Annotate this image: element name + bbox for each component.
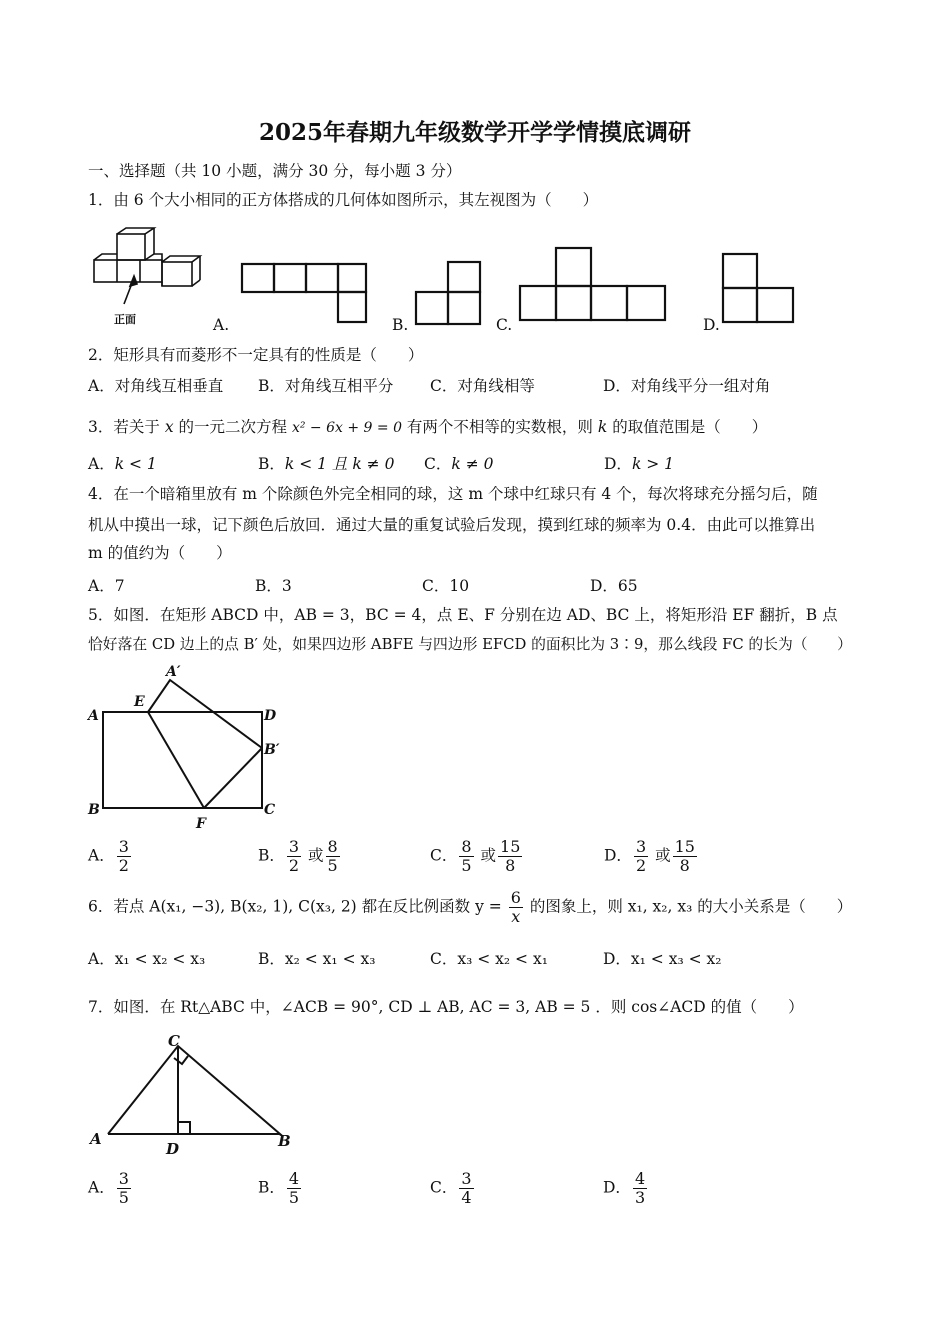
q4-line-2: 机从中摸出一球，记下颜色后放回．通过大量的重复试验后发现，摸到红球的频率为 0.4．由此可以推算出 bbox=[88, 516, 816, 534]
q2-option-b: B．对角线互相平分 bbox=[258, 377, 394, 395]
q7-option-c: C． $\frac{3}{4}$ bbox=[430, 1169, 472, 1207]
front-view-label: 正面 bbox=[114, 313, 136, 326]
q1-option-d-figure bbox=[721, 252, 797, 326]
q5-label-b-prime: B′ bbox=[264, 742, 280, 758]
q7-stem: 7．如图．在 Rt△ABC 中，∠ACB = 90°, CD ⊥ AB, AC = 3, AB = 5 ．则 cos∠ACD 的值（ ） bbox=[88, 998, 804, 1016]
q4-option-c: C．10 bbox=[422, 577, 470, 595]
q5-option-b: B． $\frac{3}{2}$ 或 $\frac{8}{5}$ bbox=[258, 837, 338, 875]
q3-option-a: A．k < 1 bbox=[88, 455, 157, 473]
q6-option-a: A．x₁ < x₂ < x₃ bbox=[88, 950, 206, 968]
q3-stem-d: 的取值范围是（ ） bbox=[612, 418, 768, 436]
q5-rectangle-figure bbox=[86, 662, 286, 832]
q1-stem: 1．由 6 个大小相同的正方体搭成的几何体如图所示，其左视图为（ ） bbox=[88, 191, 599, 209]
q4-line-3: m 的值约为（ ） bbox=[88, 544, 232, 562]
q1-option-a-figure bbox=[240, 262, 370, 324]
q3-stem bbox=[88, 416, 767, 439]
q7-label-b: B bbox=[278, 1132, 291, 1150]
q7-label-a: A bbox=[90, 1130, 102, 1148]
q6-stem-a: 6．若点 A(x₁, −3), B(x₂, 1), C(x₃, 2) 都在反比例函数 y = bbox=[88, 897, 502, 916]
q7-option-b: B． $\frac{4}{5}$ bbox=[258, 1169, 300, 1207]
q1-option-c-figure bbox=[518, 246, 668, 324]
q7-triangle-figure bbox=[88, 1030, 303, 1156]
q6-fraction: $\frac{6}{x}$ bbox=[510, 888, 521, 926]
q4-option-d: D．65 bbox=[590, 577, 638, 595]
q3-var-k: k bbox=[597, 418, 608, 436]
q5-label-e: E bbox=[134, 694, 145, 710]
q1-option-b-label: B. bbox=[392, 316, 409, 334]
q3-stem-b: 的一元二次方程 bbox=[178, 418, 288, 436]
q3-option-c: C．k ≠ 0 bbox=[424, 455, 494, 473]
q7-option-d: D． $\frac{4}{3}$ bbox=[603, 1169, 646, 1207]
q6-option-c: C．x₃ < x₂ < x₁ bbox=[430, 950, 548, 968]
q5-label-f: F bbox=[196, 816, 206, 832]
q5-label-d: D bbox=[264, 708, 277, 724]
q2-option-a: A．对角线互相垂直 bbox=[88, 377, 224, 395]
q6-option-d: D．x₁ < x₃ < x₂ bbox=[603, 950, 722, 968]
q6-stem-b: 的图象上，则 x₁, x₂, x₃ 的大小关系是（ ） bbox=[529, 897, 853, 916]
q1-option-d-label: D. bbox=[703, 316, 720, 334]
q5-label-b: B bbox=[88, 802, 100, 818]
q1-solid-figure bbox=[92, 226, 207, 326]
q5-label-c: C bbox=[264, 802, 276, 818]
q7-option-a: A． $\frac{3}{5}$ bbox=[88, 1169, 129, 1207]
q3-var-x: x bbox=[164, 418, 174, 436]
q1-option-b-figure bbox=[414, 260, 484, 326]
q5-label-a-prime: A′ bbox=[166, 664, 181, 680]
q4-option-b: B．3 bbox=[255, 577, 292, 595]
q4-option-a: A．7 bbox=[88, 577, 125, 595]
q7-label-c: C bbox=[168, 1032, 180, 1050]
q1-option-c-label: C. bbox=[496, 316, 513, 334]
q6-option-b: B．x₂ < x₁ < x₃ bbox=[258, 950, 376, 968]
q2-option-c: C．对角线相等 bbox=[430, 377, 535, 395]
q1-option-a-label: A. bbox=[213, 316, 230, 334]
q2-option-d: D．对角线平分一组对角 bbox=[603, 377, 771, 395]
q5-option-c: C． $\frac{8}{5}$ 或 $\frac{15}{8}$ bbox=[430, 837, 521, 875]
q3-equation: x² − 6x + 9 = 0 bbox=[291, 420, 402, 436]
q3-option-d: D．k > 1 bbox=[604, 455, 675, 473]
q3-option-b: B．k < 1 且 k ≠ 0 bbox=[258, 455, 395, 473]
q6-stem bbox=[88, 889, 852, 926]
q5-line-1: 5．如图．在矩形 ABCD 中，AB = 3，BC = 4，点 E、F 分别在边 AD、BC 上，将矩形沿 EF 翻折，B 点 bbox=[88, 606, 838, 624]
q3-stem-c: 有两个不相等的实数根，则 bbox=[406, 418, 593, 436]
section-heading: 一、选择题（共 10 小题，满分 30 分，每小题 3 分） bbox=[88, 162, 462, 180]
q5-label-a: A bbox=[88, 708, 99, 724]
exam-title: 2025年春期九年级数学开学学情摸底调研 bbox=[258, 119, 691, 146]
q7-label-d: D bbox=[166, 1140, 180, 1158]
q5-option-d: D． $\frac{3}{2}$ 或 $\frac{15}{8}$ bbox=[604, 837, 695, 875]
q4-line-1: 4．在一个暗箱里放有 m 个除颜色外完全相同的球，这 m 个球中红球只有 4 个，每次将球充分摇匀后，随 bbox=[88, 485, 818, 503]
q5-option-a: A． $\frac{3}{2}$ bbox=[88, 837, 129, 875]
q2-stem: 2．矩形具有而菱形不一定具有的性质是（ ） bbox=[88, 346, 424, 364]
q3-stem-a: 3．若关于 bbox=[88, 418, 160, 436]
q5-line-2: 恰好落在 CD 边上的点 B′ 处，如果四边形 ABFE 与四边形 EFCD 的面积比为 3∶9，那么线段 FC 的长为（ ） bbox=[88, 636, 852, 653]
